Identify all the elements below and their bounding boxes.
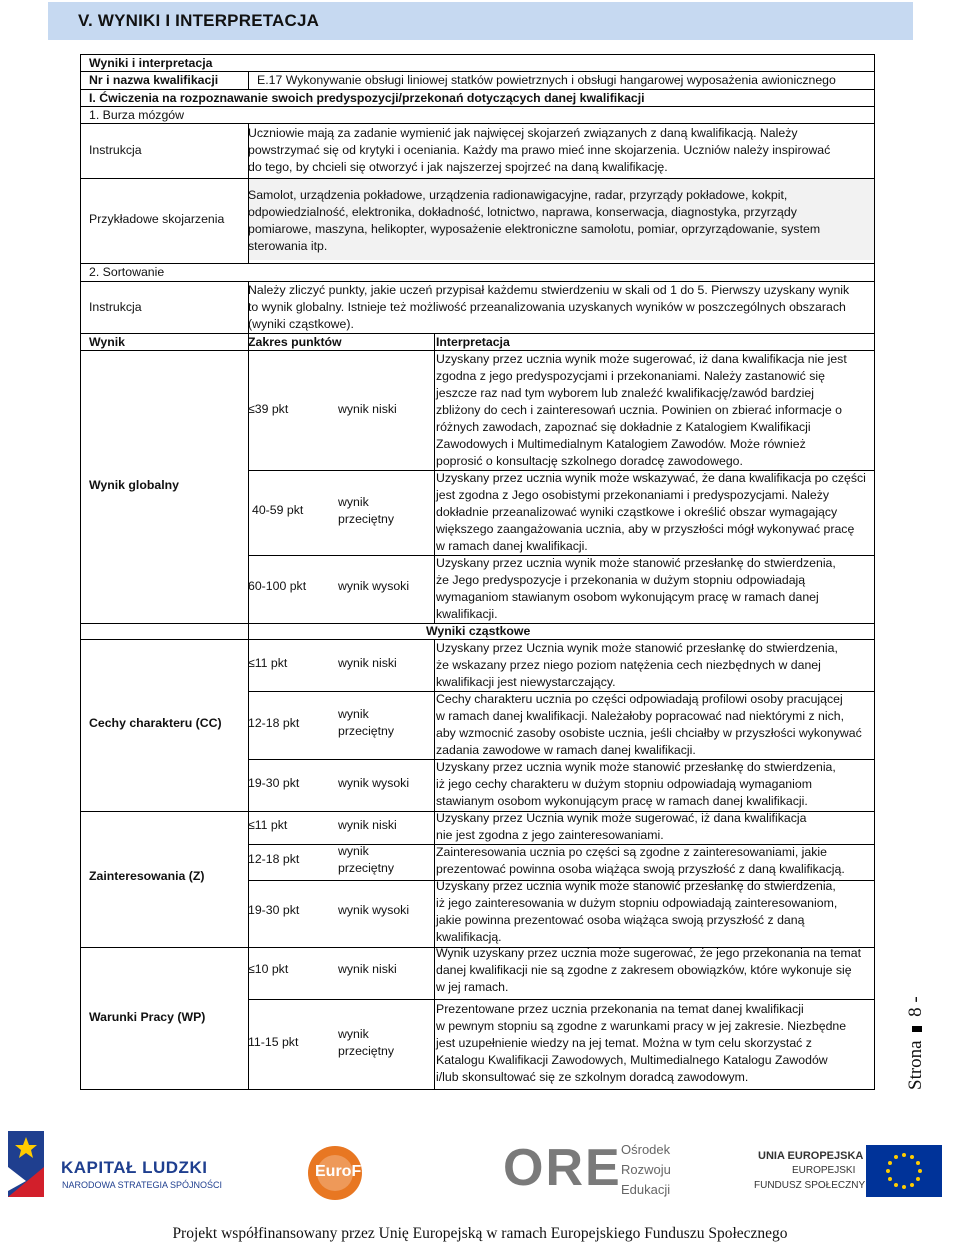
level-label: wynik [338,495,369,509]
exercise2-instruction-line: Należy zliczyć punkty, jakie uczeń przypisał każdemu stwierdzeniu w skali od 1 do 5. Pierwszy uzyskany wynik [248,283,850,297]
interpretation-line: jest uzupełnienie wiedzy na jej temat. Można w tym celu skorzystać z [436,1036,812,1050]
range-value: 11-15 pkt [248,1035,299,1049]
eu-line-2: EUROPEJSKI [792,1165,856,1176]
exercise2-instruction-line: to wynik globalny. Istnieje też możliwość przeanalizowania uzyskanych wyników w poszczególnych obszarach [248,300,846,314]
interpretation-cell [436,555,836,623]
interpretation-cell [436,844,845,878]
level-label: wynik niski [338,818,397,832]
column-header-zakres: Zakres punktów [248,335,342,349]
ore-logo [503,1138,693,1208]
eu-line-1: UNIA EUROPEJSKA [758,1150,864,1162]
level-label: wynik niski [338,962,397,976]
kapital-ludzki-emblem-icon [4,1127,48,1201]
level-label: przeciętny [338,512,395,526]
interpretation-cell [436,1001,846,1086]
interpretation-cell [436,810,806,844]
interpretation-line: w ramach danej kwalifikacji. Należałoby popracować nad niektórymi z nich, [436,709,845,723]
interpretation-line: że Jego predyspozycje i przekonania w dużym stopniu odpowiadają [436,573,806,587]
partial-results-heading: Wyniki cząstkowe [426,624,531,638]
interpretation-line: Uzyskany przez ucznia wynik może stanowić przesłankę do stwierdzenia, [436,879,836,893]
column-header-wynik: Wynik [89,335,125,349]
level-label: wynik wysoki [338,579,410,593]
level-label: wynik [338,844,369,858]
interpretation-line: stawianym osobom wykonującym pracę w ramach danej kwalifikacji. [436,794,808,808]
associations-line: odpowiedzialność, elektronika, dokładność, lotnictwo, naprawa, konserwacja, diagnostyka, przyrządy [248,205,797,219]
interpretation-line: różnych zawodach, zapoznać się dokładnie z Katalogiem Kwalifikacji [436,420,811,434]
range-value: 12-18 pkt [248,716,300,730]
interpretation-cell [436,640,838,691]
interpretation-line: iż jego zainteresowania w dużym stopniu odpowiadają zainteresowaniom, [436,896,838,910]
interpretation-line: Zainteresowania ucznia po części są zgodne z zainteresowaniami, jakie [436,845,827,859]
interpretation-line: Uzyskany przez ucznia wynik może stanowić przesłankę do stwierdzenia, [436,556,836,570]
interpretation-line: aby wzmocnić zasoby osobiste ucznia, jeśli chciałby w przyszłości wykonywać [436,726,862,740]
footer-logos [0,1123,960,1246]
interpretation-line: Zawodowych i Multimedialnym Katalogiem Zawodów. Może również [436,437,806,451]
exercise1-instruction-line: Uczniowie mają za zadanie wymienić jak najwięcej skojarzeń związanych z daną kwalifikacją. Należy [248,126,798,140]
associations-label: Przykładowe skojarzenia [89,212,225,226]
global-result-label: Wynik globalny [89,478,179,492]
page-number-value: 8 - [905,996,926,1017]
range-value: ≤11 pkt [248,818,288,832]
page-label: Strona [905,1040,926,1090]
kl-title: KAPITAŁ LUDZKI [61,1158,208,1177]
exercise1-title: 1. Burza mózgów [89,108,185,122]
interests-label: Zainteresowania (Z) [89,869,205,883]
interpretation-line: Wynik uzyskany przez ucznia może sugerować, że jego przekonania na temat [436,946,862,960]
qualification-label: Nr i nazwa kwalifikacji [89,73,219,87]
range-value: ≤39 pkt [248,402,289,416]
level-label: wynik [338,1027,369,1041]
section-title: V. WYNIKI I INTERPRETACJA [48,2,913,40]
interpretation-line: prezentować powinna osoba wiążąca swoją przyszłość z daną kwalifikacją. [436,862,845,876]
interpretation-line: danej kwalifikacji nie są zgodne z zakresem obowiązków, które wykonuje się [436,963,852,977]
interpretation-line: kwalifikacji. [436,607,498,621]
character-traits-label: Cechy charakteru (CC) [89,716,222,730]
level-label: przeciętny [338,1044,395,1058]
eu-logo [746,1145,946,1205]
page-separator [912,1026,922,1032]
exercise2-instruction-label: Instrukcja [89,300,142,314]
interpretation-line: jest zgodna z Jego osobistymi przekonaniami i predyspozycjami. Należy [436,488,829,502]
level-label: wynik niski [338,402,397,416]
interpretation-cell [436,759,836,810]
exercise2-instruction-line: (wyniki cząstkowe). [248,317,354,331]
ore-line-1: Ośrodek [621,1142,671,1157]
interpretation-line: zadania zawodowe w ramach danej kwalifikacji. [436,743,696,757]
ore-line-3: Edukacji [621,1182,671,1197]
interpretation-line: zgodna z jego predyspozycjami i przekonaniami. Należy zastanowić się [436,369,825,383]
interpretation-line: że wskazany przez niego poziom natężenia cech niezbędnych w danej [436,658,821,672]
column-header-interpretacja: Interpretacja [436,335,510,349]
interpretation-line: poprosić o konsultację szkolnego doradcę zawodowego. [436,454,743,468]
interpretation-line: kwalifikacją. [436,930,502,944]
range-value: 19-30 pkt [248,776,300,790]
ore-text: ORE [503,1139,622,1197]
associations-line: sterowania itp. [248,239,328,253]
interpretation-line: Uzyskany przez ucznia wynik może wskazywać, że dana kwalifikacja po części [436,471,866,485]
interpretation-line: w jej ramach. [436,980,509,994]
results-table [80,54,875,1090]
euroforum-logo [305,1143,415,1203]
interpretation-cell [436,351,847,470]
part1-heading: I. Ćwiczenia na rozpoznawanie swoich predyspozycji/przekonań dotyczących danej kwalifikacji [89,91,645,105]
associations-line: pomiarowe, maszyna, helikopter, wyposażenie elektroniczne samolotu, pomiar, oprzyrządowanie, system [248,222,821,236]
work-conditions-label: Warunki Pracy (WP) [89,1010,206,1024]
level-label: przeciętny [338,724,395,738]
interpretation-line: iż jego cechy charakteru w dużym stopniu odpowiadają wymaganiom [436,777,812,791]
level-label: wynik wysoki [338,776,410,790]
associations-line: Samolot, urządzenia pokładowe, urządzenia radionawigacyjne, radar, przyrządy pokładowe, kokpit, [248,188,788,202]
exercise2-title: 2. Sortowanie [89,265,165,279]
exercise1-instruction-line: powstrzymać się od krytyki i oceniania. Każdy ma prawo mieć inne skojarzenia. Uczniów należy inspirować [248,143,831,157]
interpretation-line: w ramach danej kwalifikacji. [436,539,588,553]
range-value: 19-30 pkt [248,903,300,917]
interpretation-cell [436,470,866,555]
interpretation-line: w pewnym stopniu są zgodne z warunkami pracy w jej zakresie. Niezbędne [436,1019,847,1033]
interpretation-line: Uzyskany przez Ucznia wynik może sugerować, iż dana kwalifikacja [436,811,807,825]
footer-text: Projekt współfinansowany przez Unię Europejską w ramach Europejskiego Funduszu Społecznego [172,1225,788,1242]
level-label: przeciętny [338,861,395,875]
level-label: wynik wysoki [338,903,410,917]
interpretation-line: jeszcze raz nad tym wyborem lub znaleźć kwalifikację/zawód bardziej [436,386,814,400]
eu-flag-icon [866,1145,942,1197]
interpretation-line: kwalifikacji jest niewystarczający. [436,675,616,689]
kapital-ludzki-logo [4,1127,244,1207]
ore-line-2: Rozwoju [621,1162,671,1177]
range-value: 12-18 pkt [248,852,300,866]
interpretation-line: Uzyskany przez Ucznia wynik może stanowić przesłankę do stwierdzenia, [436,641,838,655]
interpretation-line: nie jest zgodna z jego zainteresowaniami. [436,828,664,842]
interpretation-line: dokładnie przeanalizować wyniki cząstkowe i określić obszar wymagający [436,505,838,519]
eu-line-3: FUNDUSZ SPOŁECZNY [754,1180,866,1191]
exercise1-instruction-label: Instrukcja [89,143,142,157]
range-value: 60-100 pkt [248,579,307,593]
interpretation-line: Uzyskany przez ucznia wynik może stanowić przesłankę do stwierdzenia, [436,760,836,774]
qualification-value: E.17 Wykonywanie obsługi liniowej statków powietrznych i obsługi hangarowej wyposażenia awionicznego [257,73,836,87]
range-value: 40-59 pkt [252,503,304,517]
range-value: ≤10 pkt [248,962,289,976]
interpretation-line: Cechy charakteru ucznia po części odpowiadają profilowi osoby pracującej [436,692,843,706]
interpretation-line: wymaganiom stawianym osobom wykonującym pracę w ramach danej [436,590,819,604]
euroforum-text: EuroForum [315,1163,402,1180]
interpretation-line: Katalogu Kwalifikacji Zawodowych, Multimedialnego Katalogu Zawodów [436,1053,828,1067]
level-label: wynik niski [338,656,397,670]
range-value: ≤11 pkt [248,656,288,670]
interpretation-line: i/lub skonsultować się ze szkolnym doradcą zawodowym. [436,1070,749,1084]
exercise1-instruction-line: do tego, by chcieli się otworzyć i jak najszerzej spojrzeć na daną kwalifikację. [248,160,668,174]
interpretation-cell [436,878,837,946]
table-title: Wyniki i interpretacja [89,56,213,70]
interpretation-line: zbliżony do cech i zainteresowań ucznia. Powinien on zbierać informacje o [436,403,843,417]
interpretation-line: jakie powinna prezentować osoba wiążąca swoją przyszłość z daną [436,913,805,927]
page-number [905,996,927,1090]
interpretation-line: Prezentowane przez ucznia przekonania na temat danej kwalifikacji [436,1002,804,1016]
interpretation-cell [436,691,862,759]
level-label: wynik [338,707,369,721]
kl-subtitle: NARODOWA STRATEGIA SPÓJNOŚCI [62,1180,223,1190]
interpretation-line: większego zaangażowania ucznia, aby w przyszłości mógł wykonywać pracę [436,522,855,536]
interpretation-cell [436,945,861,996]
interpretation-line: Uzyskany przez ucznia wynik może sugerować, iż dana kwalifikacja nie jest [436,352,847,366]
